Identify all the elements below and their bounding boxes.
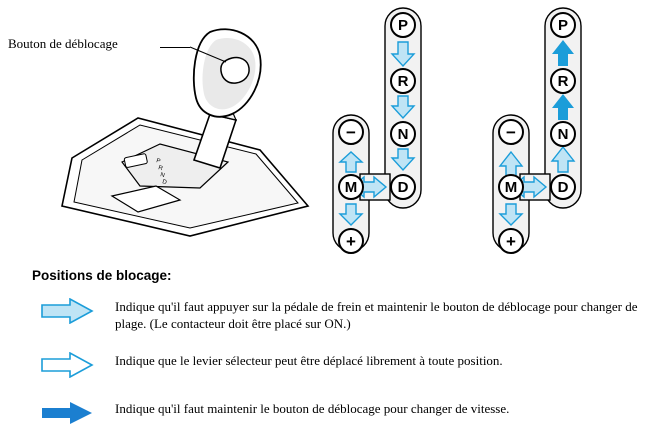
gate-diagram-right — [490, 6, 605, 256]
svg-text:N: N — [159, 172, 166, 180]
gate-node-r: R — [390, 68, 416, 94]
svg-text:R: R — [157, 165, 164, 173]
arrow-right-outline-icon — [40, 352, 100, 378]
gate-node-n: N — [550, 121, 576, 147]
gate-node-plus: + — [498, 228, 524, 254]
gate-node-p: P — [550, 12, 576, 38]
legend-item-1-text: Indique qu'il faut appuyer sur la pédale de frein et maintenir le bouton de déblocage pour changer de plage. (Le contacteur doit être placé sur ON.) — [115, 299, 638, 331]
legend-item-3-text: Indique qu'il faut maintenir le bouton de déblocage pour changer de vitesse. — [115, 401, 510, 416]
gate-node-p: P — [390, 12, 416, 38]
gate-diagram-left — [330, 6, 445, 256]
gate-node-minus: − — [338, 119, 364, 145]
gate-node-d: D — [550, 174, 576, 200]
gate-node-d: D — [390, 174, 416, 200]
legend-title: Positions de blocage: — [32, 268, 172, 283]
gate-node-m: M — [498, 174, 524, 200]
svg-text:D: D — [161, 179, 168, 187]
gate-node-plus: + — [338, 228, 364, 254]
gate-node-r: R — [550, 68, 576, 94]
gate-node-minus: − — [498, 119, 524, 145]
gate-node-n: N — [390, 121, 416, 147]
callout-label: Bouton de déblocage — [8, 36, 118, 51]
legend-item-2-text: Indique que le levier sélecteur peut être déplacé librement à toute position. — [115, 353, 503, 368]
gear-shifter-illustration — [60, 10, 330, 240]
arrow-right-filled-light-icon — [40, 298, 100, 324]
svg-text:P: P — [155, 158, 161, 166]
arrow-right-filled-solid-icon — [40, 400, 100, 426]
gate-node-m: M — [338, 174, 364, 200]
